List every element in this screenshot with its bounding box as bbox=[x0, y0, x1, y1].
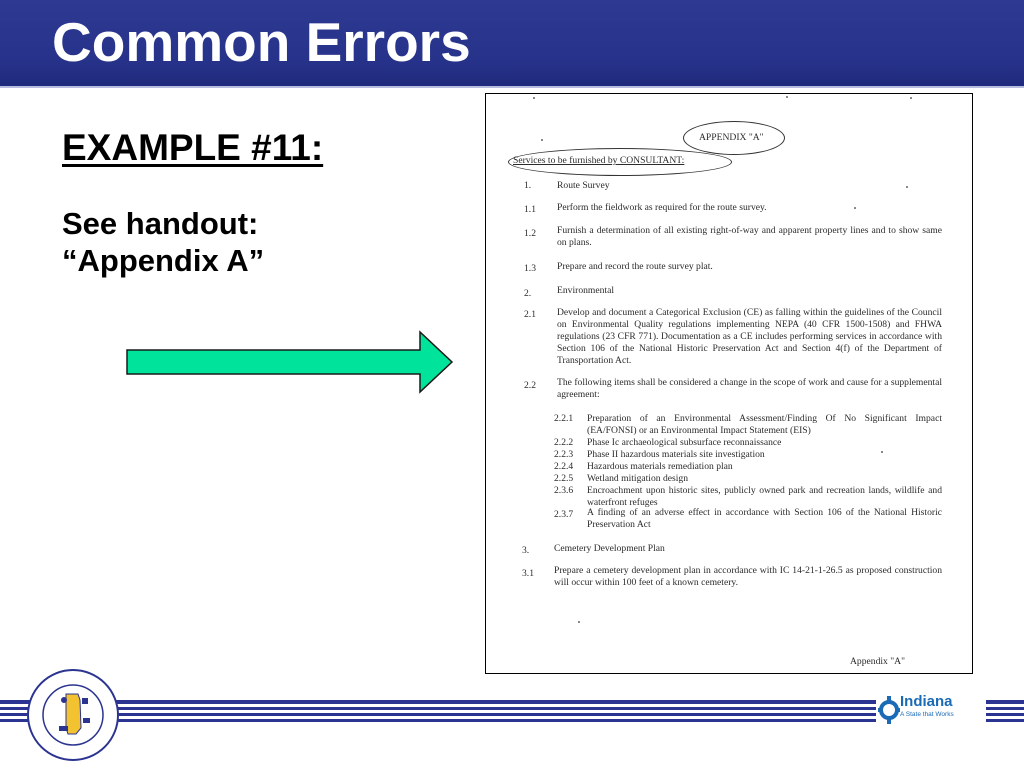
right-arrow-icon bbox=[126, 330, 456, 394]
footer-stripe bbox=[0, 700, 1024, 704]
footer-stripe bbox=[0, 719, 1024, 722]
example-heading: EXAMPLE #11: bbox=[62, 127, 324, 168]
subitem-text: Hazardous materials remediation plan bbox=[587, 461, 733, 472]
section-number: 1. bbox=[524, 180, 532, 191]
scan-speck bbox=[786, 96, 788, 98]
logo-tagline: A State that Works bbox=[900, 711, 954, 718]
section-text: Cemetery Development Plan bbox=[554, 543, 665, 554]
subitem-number: 2.3.7 bbox=[554, 509, 574, 520]
subitem-number: 2.2.5 bbox=[554, 473, 574, 484]
indot-seal-icon bbox=[26, 668, 120, 762]
subitem-text: Wetland mitigation design bbox=[587, 473, 689, 484]
scan-speck bbox=[881, 451, 883, 453]
section-number: 2. bbox=[524, 288, 532, 299]
subitem-number: 2.2.4 bbox=[554, 461, 574, 472]
section-number: 3. bbox=[522, 545, 530, 556]
subitem-text: Phase Ic archaeological subsurface reconnaissance bbox=[587, 437, 782, 448]
scan-speck bbox=[854, 207, 856, 209]
logo-name: Indiana bbox=[900, 693, 953, 710]
slide-title: Common Errors bbox=[52, 11, 471, 73]
document-footer-label: Appendix "A" bbox=[850, 656, 905, 667]
subitem-number: 2.3.6 bbox=[554, 485, 574, 496]
scan-speck bbox=[533, 97, 535, 99]
appendix-a-document bbox=[485, 93, 973, 674]
subitem-number: 2.2.2 bbox=[554, 437, 574, 448]
section-number: 2.1 bbox=[524, 309, 536, 320]
title-bar bbox=[0, 0, 1024, 88]
footer-stripe bbox=[0, 713, 1024, 716]
subitem-text: A finding of an adverse effect in accordance with Section 106 of the National Historic Preservation Act bbox=[587, 507, 942, 530]
services-heading: Services to be furnished by CONSULTANT: bbox=[513, 155, 685, 166]
subitem-number: 2.2.3 bbox=[554, 449, 574, 460]
handout-note bbox=[62, 205, 264, 279]
scan-speck bbox=[906, 186, 908, 188]
subitem-text: Phase II hazardous materials site investigation bbox=[587, 449, 765, 460]
section-number: 1.1 bbox=[524, 204, 536, 215]
section-text: Prepare and record the route survey plat. bbox=[557, 261, 713, 272]
scan-speck bbox=[578, 621, 580, 623]
scan-speck bbox=[910, 97, 912, 99]
section-number: 3.1 bbox=[522, 568, 534, 579]
section-number: 1.3 bbox=[524, 263, 536, 274]
handout-line-2: “Appendix A” bbox=[62, 243, 265, 278]
appendix-label: APPENDIX "A" bbox=[699, 132, 764, 143]
section-text: Perform the fieldwork as required for the route survey. bbox=[557, 202, 767, 213]
section-text: Develop and document a Categorical Exclusion (CE) as falling within the guidelines of the Council on Environmental Quality regulations implementing NEPA (40 CFR 1500-1508) and FHWA regulations (23 CFR 771). Documentation as a CE includes performing services in accordance with Section 106 of the National Historic Preservation Act and Section 4(f) of the Department of Transportation Act. bbox=[557, 307, 942, 366]
footer-stripe bbox=[0, 707, 1024, 710]
section-number: 2.2 bbox=[524, 380, 536, 391]
scan-speck bbox=[541, 139, 543, 141]
gear-icon bbox=[878, 695, 900, 725]
section-number: 1.2 bbox=[524, 228, 536, 239]
subitem-text: Preparation of an Environmental Assessment/Finding Of No Significant Impact (EA/FONSI) or an Environmental Impact Statement (EIS) bbox=[587, 413, 942, 436]
section-text: The following items shall be considered a change in the scope of work and cause for a supplemental agreement: bbox=[557, 377, 942, 400]
subitem-number: 2.2.1 bbox=[554, 413, 574, 424]
section-text: Environmental bbox=[557, 285, 615, 296]
footer-stripes bbox=[0, 700, 1024, 722]
section-text: Route Survey bbox=[557, 180, 610, 191]
handout-line-1: See handout: bbox=[62, 206, 259, 241]
subitem-text: Encroachment upon historic sites, publicly owned park and recreation lands, wildlife and waterfront refuges bbox=[587, 485, 942, 508]
section-text: Prepare a cemetery development plan in accordance with IC 14-21-1-26.5 as proposed construction will occur within 100 feet of a known cemetery. bbox=[554, 565, 942, 588]
section-text: Furnish a determination of all existing right-of-way and apparent property lines and to show same on plans. bbox=[557, 225, 942, 248]
indiana-logo bbox=[876, 690, 986, 730]
